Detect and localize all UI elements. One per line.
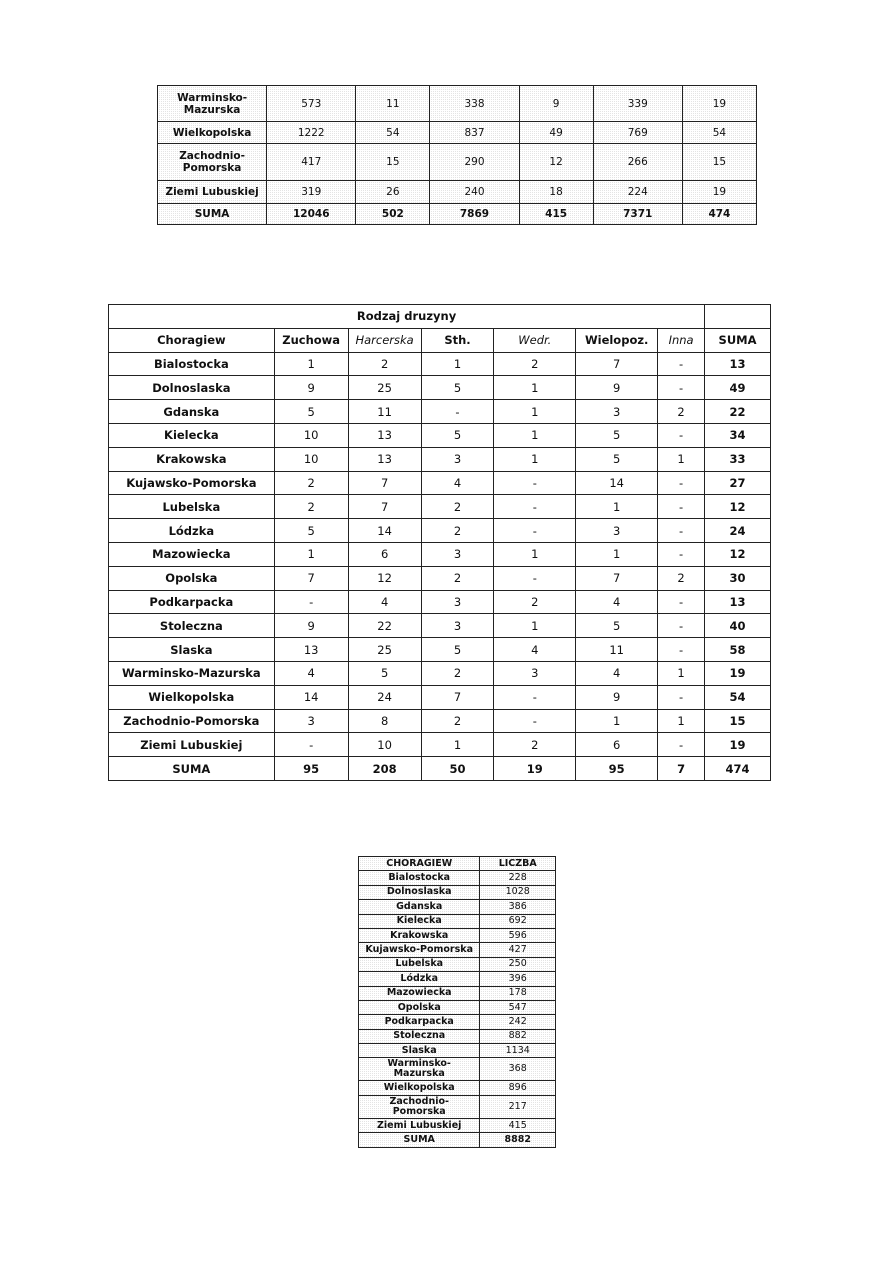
region-name: Wielkopolska <box>158 122 267 144</box>
table-cell: 4 <box>494 638 576 662</box>
column-header-row <box>359 857 556 871</box>
table-cell: 25 <box>348 376 421 400</box>
table-row <box>359 1118 556 1132</box>
sum-row <box>359 1133 556 1147</box>
table-cell: 368 <box>480 1058 556 1081</box>
row-total: 13 <box>705 590 771 614</box>
table-row <box>109 495 771 519</box>
table-cell: 2 <box>658 400 705 424</box>
table-cell: 1 <box>494 423 576 447</box>
sum-cell: 415 <box>519 204 593 225</box>
table-cell: - <box>494 709 576 733</box>
table-cell: 547 <box>480 1000 556 1014</box>
table-cell: - <box>658 376 705 400</box>
table-cell: 7 <box>421 685 494 709</box>
region-name: Wielkopolska <box>359 1081 480 1095</box>
table-cell: 417 <box>267 144 356 181</box>
column-header-row <box>109 328 771 352</box>
table-cell: 3 <box>421 447 494 471</box>
row-total: 12 <box>705 542 771 566</box>
sum-cell: 8882 <box>480 1133 556 1147</box>
table-cell: 1 <box>576 542 658 566</box>
table-cell: - <box>658 614 705 638</box>
table-cell: - <box>658 638 705 662</box>
table-row <box>359 1058 556 1081</box>
table-cell: 266 <box>593 144 682 181</box>
table-cell: 1 <box>274 352 348 376</box>
table-row <box>109 709 771 733</box>
table-cell: 1222 <box>267 122 356 144</box>
group-header-row <box>109 305 771 329</box>
table-cell: 224 <box>593 181 682 204</box>
table-row <box>109 685 771 709</box>
table-cell: 427 <box>480 943 556 957</box>
table-row <box>109 590 771 614</box>
table-cell: 3 <box>494 661 576 685</box>
region-name: Stoleczna <box>109 614 275 638</box>
table-row <box>359 1044 556 1058</box>
region-name: Lódzka <box>109 519 275 543</box>
table-cell: 11 <box>576 638 658 662</box>
table-cell: 769 <box>593 122 682 144</box>
summary-table-top <box>157 85 757 225</box>
table-cell: 9 <box>274 614 348 638</box>
sum-cell: 19 <box>494 757 576 781</box>
region-name: Mazowiecka <box>109 542 275 566</box>
table-cell: 24 <box>348 685 421 709</box>
table-cell: 178 <box>480 986 556 1000</box>
table-cell: 26 <box>356 181 430 204</box>
table-cell: - <box>658 519 705 543</box>
region-name: Warminsko-Mazurska <box>109 661 275 685</box>
table-cell: 14 <box>348 519 421 543</box>
table-cell: 13 <box>348 447 421 471</box>
region-name: Kielecka <box>359 914 480 928</box>
table-cell: - <box>494 495 576 519</box>
column-header: LICZBA <box>480 857 556 871</box>
sum-label: SUMA <box>158 204 267 225</box>
table-cell: 5 <box>421 376 494 400</box>
row-total: 19 <box>705 733 771 757</box>
column-header: Harcerska <box>348 328 421 352</box>
table-cell: 22 <box>348 614 421 638</box>
sum-row <box>109 757 771 781</box>
table-cell: 1 <box>494 614 576 638</box>
table-row <box>109 661 771 685</box>
table-row <box>109 614 771 638</box>
table-cell: - <box>658 733 705 757</box>
table-cell: - <box>658 590 705 614</box>
table-row <box>109 447 771 471</box>
region-name: Slaska <box>109 638 275 662</box>
table-cell: - <box>421 400 494 424</box>
table-cell: 19 <box>682 86 756 122</box>
table-cell: 25 <box>348 638 421 662</box>
table-cell: 11 <box>348 400 421 424</box>
table-row <box>109 733 771 757</box>
table-cell: 386 <box>480 900 556 914</box>
table-row <box>158 144 757 181</box>
region-name: Dolnoslaska <box>359 885 480 899</box>
region-name: Ziemi Lubuskiej <box>359 1118 480 1132</box>
column-header: Inna <box>658 328 705 352</box>
table-cell: 14 <box>274 685 348 709</box>
region-name: Ziemi Lubuskiej <box>158 181 267 204</box>
table-row <box>359 1000 556 1014</box>
table-cell: 692 <box>480 914 556 928</box>
table-cell: 10 <box>348 733 421 757</box>
table-row <box>109 423 771 447</box>
table-cell: 2 <box>421 495 494 519</box>
sum-cell: 95 <box>576 757 658 781</box>
table-cell: 12 <box>519 144 593 181</box>
sum-cell: 12046 <box>267 204 356 225</box>
table-cell: 2 <box>494 352 576 376</box>
table-cell: 2 <box>494 590 576 614</box>
row-total: 40 <box>705 614 771 638</box>
table-row <box>359 900 556 914</box>
column-header: Choragiew <box>109 328 275 352</box>
table-cell: 5 <box>576 614 658 638</box>
table-cell: 217 <box>480 1095 556 1118</box>
table-row <box>109 376 771 400</box>
table-cell: 1 <box>494 376 576 400</box>
table-cell: 7 <box>576 566 658 590</box>
region-name: Zachodnio- Pomorska <box>158 144 267 181</box>
table-cell: 339 <box>593 86 682 122</box>
region-name: Wielkopolska <box>109 685 275 709</box>
row-total: 33 <box>705 447 771 471</box>
region-name: Kujawsko-Pomorska <box>109 471 275 495</box>
table-cell: 1 <box>274 542 348 566</box>
region-name: Podkarpacka <box>109 590 275 614</box>
region-name: Kielecka <box>109 423 275 447</box>
row-total: 34 <box>705 423 771 447</box>
table-cell: 5 <box>576 447 658 471</box>
row-total: 24 <box>705 519 771 543</box>
region-name: Zachodnio-Pomorska <box>109 709 275 733</box>
table-cell: 14 <box>576 471 658 495</box>
table-row <box>359 1095 556 1118</box>
table-row <box>109 471 771 495</box>
table-cell: 10 <box>274 423 348 447</box>
table-row <box>359 885 556 899</box>
table-cell: 4 <box>576 590 658 614</box>
table-row <box>109 352 771 376</box>
table-cell: - <box>658 495 705 519</box>
region-name: Zachodnio- Pomorska <box>359 1095 480 1118</box>
table-cell: 7 <box>576 352 658 376</box>
table-cell: - <box>494 519 576 543</box>
table-cell: 6 <box>576 733 658 757</box>
table-cell: 9 <box>576 376 658 400</box>
table-cell: 2 <box>421 661 494 685</box>
table-cell: 4 <box>576 661 658 685</box>
sum-total: 474 <box>705 757 771 781</box>
table-cell: 13 <box>348 423 421 447</box>
table-cell: 3 <box>421 614 494 638</box>
table-cell: 3 <box>421 590 494 614</box>
table-cell: 15 <box>356 144 430 181</box>
table-cell: 9 <box>576 685 658 709</box>
region-name: Lubelska <box>359 957 480 971</box>
table-cell: 240 <box>430 181 519 204</box>
table-cell: 8 <box>348 709 421 733</box>
table-cell: 1 <box>494 542 576 566</box>
table-cell: 3 <box>576 400 658 424</box>
table-row <box>359 986 556 1000</box>
region-name: Lubelska <box>109 495 275 519</box>
column-header: SUMA <box>705 328 771 352</box>
region-name: Mazowiecka <box>359 986 480 1000</box>
row-total: 49 <box>705 376 771 400</box>
table-cell: 7 <box>348 495 421 519</box>
table-cell: 4 <box>421 471 494 495</box>
sum-label: SUMA <box>359 1133 480 1147</box>
table-cell: 319 <box>267 181 356 204</box>
table-row <box>359 1015 556 1029</box>
table-cell: 6 <box>348 542 421 566</box>
region-name: Podkarpacka <box>359 1015 480 1029</box>
region-name: Ziemi Lubuskiej <box>109 733 275 757</box>
count-table-body <box>359 857 556 1148</box>
region-name: Krakowska <box>109 447 275 471</box>
table-cell: 5 <box>421 638 494 662</box>
column-header: CHORAGIEW <box>359 857 480 871</box>
region-name: Lódzka <box>359 972 480 986</box>
table-cell: - <box>274 590 348 614</box>
table-cell: - <box>658 423 705 447</box>
table-cell: 837 <box>430 122 519 144</box>
table-row <box>359 871 556 885</box>
table-cell: 7 <box>348 471 421 495</box>
row-total: 15 <box>705 709 771 733</box>
table-cell: 1 <box>576 495 658 519</box>
table-row <box>158 181 757 204</box>
region-name: Warminsko- Mazurska <box>158 86 267 122</box>
table-cell: - <box>274 733 348 757</box>
table-cell: 2 <box>274 471 348 495</box>
table-cell: 12 <box>348 566 421 590</box>
table-cell: 3 <box>576 519 658 543</box>
sum-cell: 7371 <box>593 204 682 225</box>
column-header: Sth. <box>421 328 494 352</box>
row-total: 12 <box>705 495 771 519</box>
table-cell: 415 <box>480 1118 556 1132</box>
table-cell: 596 <box>480 928 556 942</box>
table-cell: 10 <box>274 447 348 471</box>
table-cell: 882 <box>480 1029 556 1043</box>
table-cell: 1028 <box>480 885 556 899</box>
table-cell: 2 <box>494 733 576 757</box>
row-total: 30 <box>705 566 771 590</box>
row-total: 54 <box>705 685 771 709</box>
table-cell: 1 <box>658 709 705 733</box>
table-cell: - <box>494 685 576 709</box>
table-cell: 228 <box>480 871 556 885</box>
table-cell: 1 <box>576 709 658 733</box>
region-name: Gdanska <box>359 900 480 914</box>
table-cell: - <box>658 685 705 709</box>
table-cell: 396 <box>480 972 556 986</box>
table-row <box>109 638 771 662</box>
table-cell: 9 <box>274 376 348 400</box>
table-row <box>359 972 556 986</box>
region-name: Stoleczna <box>359 1029 480 1043</box>
unit-types-body <box>109 305 771 781</box>
table-cell: - <box>494 566 576 590</box>
table-row <box>359 914 556 928</box>
column-header: Wedr. <box>494 328 576 352</box>
table-row <box>359 943 556 957</box>
region-name: Warminsko- Mazurska <box>359 1058 480 1081</box>
table-cell: 242 <box>480 1015 556 1029</box>
table-cell: 18 <box>519 181 593 204</box>
sum-cell: 95 <box>274 757 348 781</box>
unit-types-table <box>108 304 771 781</box>
table-cell: 2 <box>658 566 705 590</box>
table-cell: 3 <box>421 542 494 566</box>
table-cell: 2 <box>274 495 348 519</box>
table-cell: 54 <box>356 122 430 144</box>
row-total: 19 <box>705 661 771 685</box>
table-cell: 2 <box>421 519 494 543</box>
sum-cell: 474 <box>682 204 756 225</box>
table-row <box>109 566 771 590</box>
table-cell: 1134 <box>480 1044 556 1058</box>
table-cell: - <box>494 471 576 495</box>
table-cell: 1 <box>658 447 705 471</box>
table-cell: 54 <box>682 122 756 144</box>
table-row <box>158 86 757 122</box>
table-cell: 1 <box>421 733 494 757</box>
row-total: 58 <box>705 638 771 662</box>
table-cell: - <box>658 471 705 495</box>
column-header: Wielopoz. <box>576 328 658 352</box>
table-cell: 19 <box>682 181 756 204</box>
region-name: Opolska <box>109 566 275 590</box>
table-row <box>359 1081 556 1095</box>
table-cell: - <box>658 542 705 566</box>
table-row <box>359 1029 556 1043</box>
table-cell: 2 <box>421 566 494 590</box>
table-cell: 2 <box>421 709 494 733</box>
region-name: Bialostocka <box>109 352 275 376</box>
row-total: 22 <box>705 400 771 424</box>
table-cell: 573 <box>267 86 356 122</box>
count-table <box>358 856 556 1148</box>
table-row <box>158 122 757 144</box>
sum-cell: 502 <box>356 204 430 225</box>
region-name: Opolska <box>359 1000 480 1014</box>
sum-cell: 50 <box>421 757 494 781</box>
column-header: Zuchowa <box>274 328 348 352</box>
group-header: Rodzaj druzyny <box>109 305 705 329</box>
table-cell: 5 <box>274 519 348 543</box>
table-cell: 1 <box>494 447 576 471</box>
table-row <box>359 928 556 942</box>
table-cell: 5 <box>421 423 494 447</box>
table-cell: 13 <box>274 638 348 662</box>
table-cell: 11 <box>356 86 430 122</box>
sum-cell: 7869 <box>430 204 519 225</box>
table-cell: 1 <box>494 400 576 424</box>
table-cell: 290 <box>430 144 519 181</box>
table-cell: 5 <box>576 423 658 447</box>
region-name: Gdanska <box>109 400 275 424</box>
table-cell: 5 <box>274 400 348 424</box>
sum-label: SUMA <box>109 757 275 781</box>
table-cell: 4 <box>348 590 421 614</box>
table-cell: 49 <box>519 122 593 144</box>
table-cell: 15 <box>682 144 756 181</box>
row-total: 27 <box>705 471 771 495</box>
table-cell: 9 <box>519 86 593 122</box>
table-cell: 1 <box>421 352 494 376</box>
table-cell: 2 <box>348 352 421 376</box>
region-name: Slaska <box>359 1044 480 1058</box>
region-name: Bialostocka <box>359 871 480 885</box>
table-cell: 5 <box>348 661 421 685</box>
table-cell: 250 <box>480 957 556 971</box>
table-row <box>109 542 771 566</box>
table-cell: 1 <box>658 661 705 685</box>
table-cell: 896 <box>480 1081 556 1095</box>
table-row <box>109 519 771 543</box>
table-row <box>109 400 771 424</box>
row-total: 13 <box>705 352 771 376</box>
table-cell: - <box>658 352 705 376</box>
region-name: Kujawsko-Pomorska <box>359 943 480 957</box>
sum-cell: 7 <box>658 757 705 781</box>
table-cell: 7 <box>274 566 348 590</box>
table-cell: 338 <box>430 86 519 122</box>
sum-row <box>158 204 757 225</box>
table-cell: 3 <box>274 709 348 733</box>
table-row <box>359 957 556 971</box>
table-cell: 4 <box>274 661 348 685</box>
empty-header-cell <box>705 305 771 329</box>
sum-cell: 208 <box>348 757 421 781</box>
region-name: Krakowska <box>359 928 480 942</box>
region-name: Dolnoslaska <box>109 376 275 400</box>
